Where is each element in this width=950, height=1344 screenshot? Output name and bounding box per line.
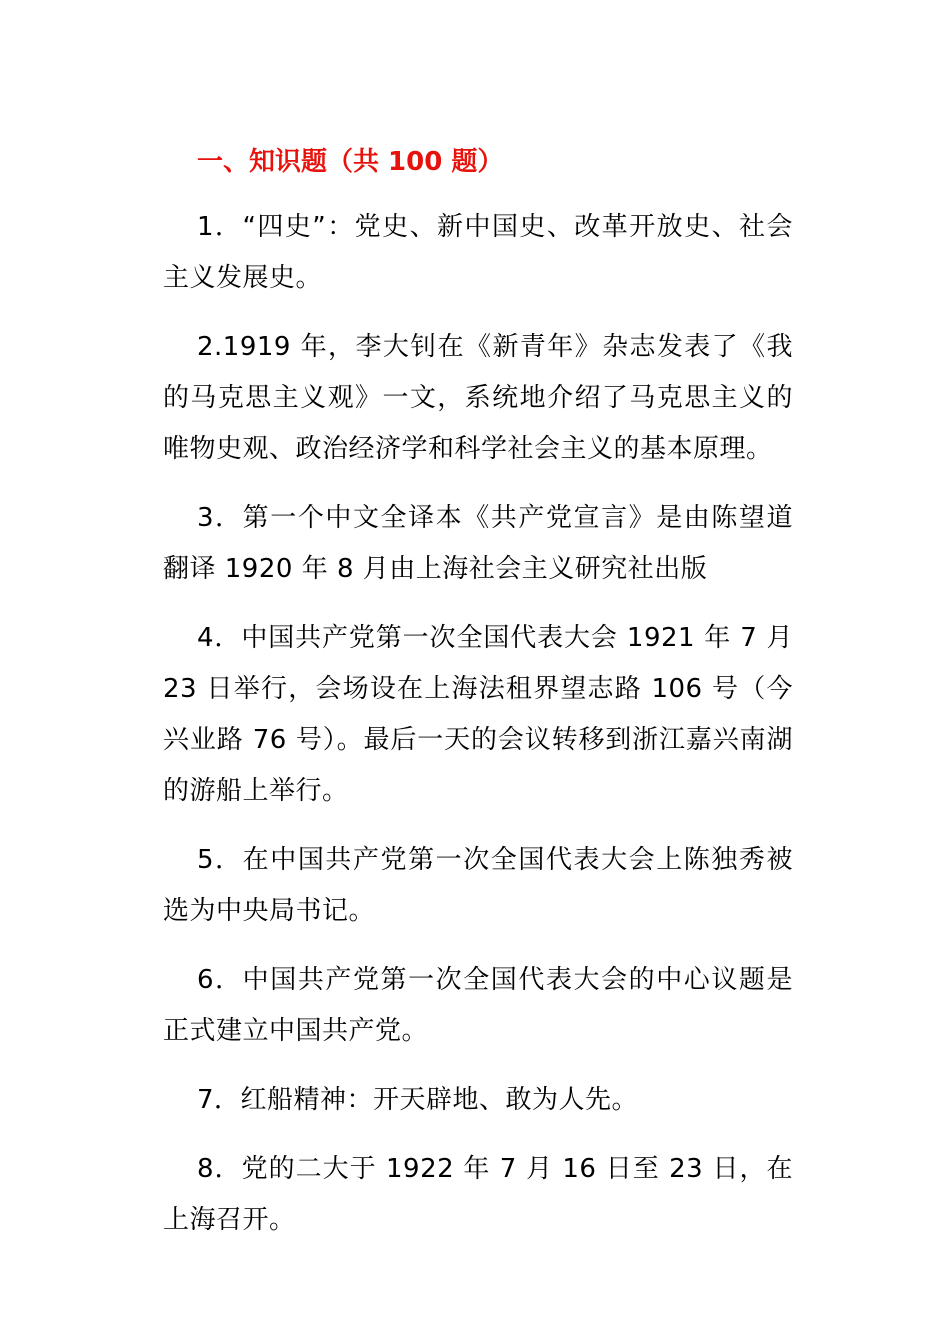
question-item-6: 6．中国共产党第一次全国代表大会的中心议题是正式建立中国共产党。 xyxy=(163,965,793,1046)
question-item-4: 4．中国共产党第一次全国代表大会 1921 年 7 月 23 日举行，会场设在上海法租界望志路 106 号（今兴业路 76 号）。最后一天的会议转移到浙江嘉兴南湖的游船上举行。 xyxy=(163,623,793,806)
document-content xyxy=(163,140,793,1264)
question-item-3: 3．第一个中文全译本《共产党宣言》是由陈望道翻译 1920 年 8 月由上海社会主义研究社出版 xyxy=(163,503,793,584)
question-item-1: 1．“四史”：党史、新中国史、改革开放史、社会主义发展史。 xyxy=(163,212,793,293)
section-heading: 一、知识题（共 100 题） xyxy=(197,147,504,177)
question-item-5: 5．在中国共产党第一次全国代表大会上陈独秀被选为中央局书记。 xyxy=(163,845,793,926)
question-item-2: 2.1919 年，李大钊在《新青年》杂志发表了《我的马克思主义观》一文，系统地介绍了马克思主义的唯物史观、政治经济学和科学社会主义的基本原理。 xyxy=(163,332,793,464)
question-item-7: 7．红船精神：开天辟地、敢为人先。 xyxy=(197,1085,639,1115)
question-item-8: 8．党的二大于 1922 年 7 月 16 日至 23 日，在上海召开。 xyxy=(163,1154,793,1235)
